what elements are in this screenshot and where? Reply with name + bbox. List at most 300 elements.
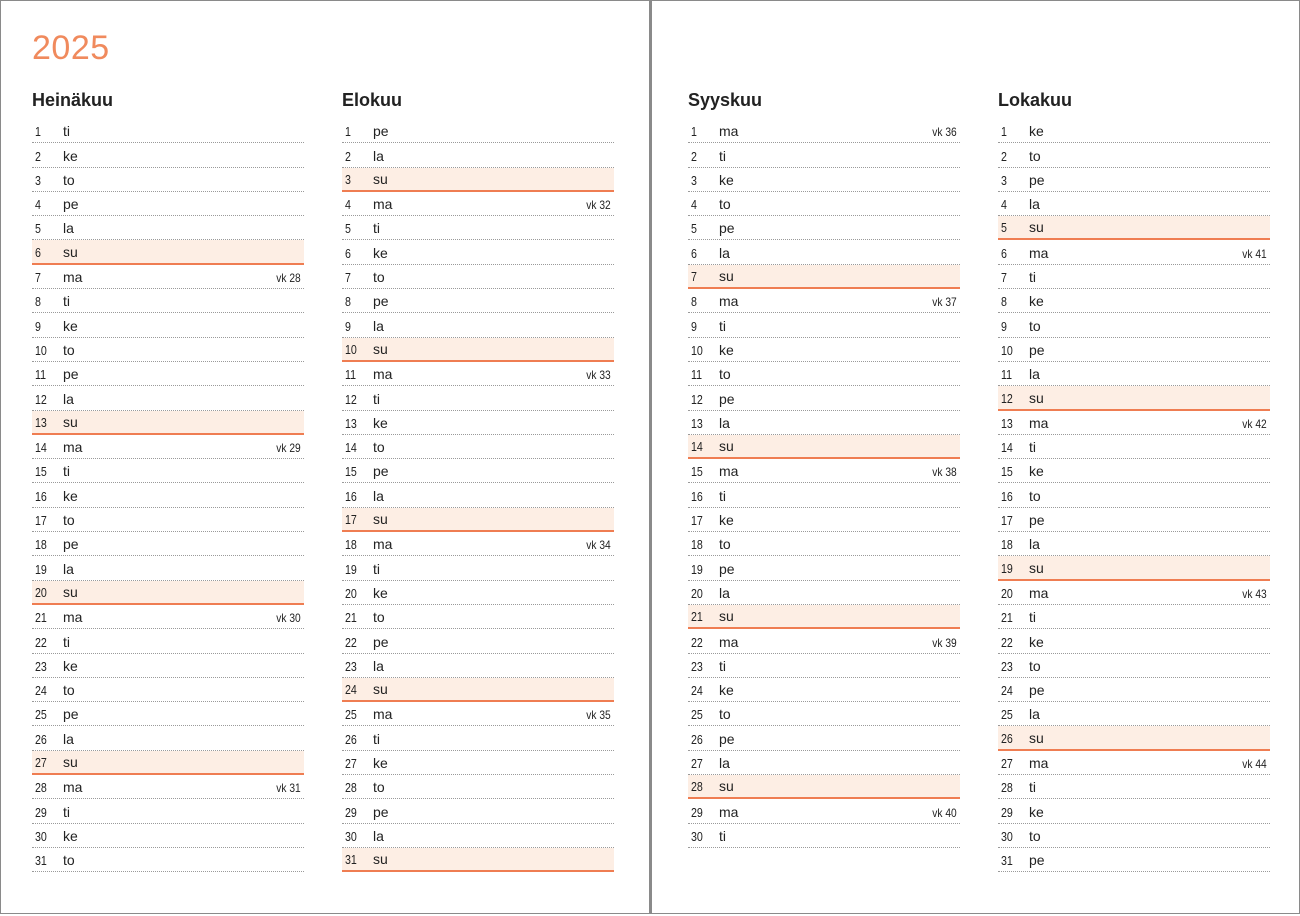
weekday-label: su	[373, 511, 388, 528]
day-row	[32, 240, 304, 264]
weekday-label: to	[373, 439, 385, 456]
day-row	[32, 532, 304, 556]
weekday-label: to	[1029, 657, 1041, 674]
day-row	[32, 265, 304, 289]
weekday-label: to	[373, 779, 385, 796]
weekday-label: ma	[63, 779, 83, 796]
day-row	[342, 216, 614, 240]
day-number: 1	[1001, 124, 1007, 140]
day-row	[998, 289, 1270, 313]
day-row	[342, 556, 614, 580]
day-number: 23	[691, 658, 703, 674]
day-number: 8	[345, 294, 351, 310]
weekday-label: ti	[63, 293, 70, 310]
day-row	[32, 702, 304, 726]
weekday-label: ti	[63, 463, 70, 480]
weekday-label: pe	[63, 706, 79, 723]
day-row	[32, 192, 304, 216]
weekday-label: pe	[1029, 341, 1045, 358]
weekday-label: ti	[719, 827, 726, 844]
day-number: 31	[345, 852, 357, 868]
weekday-label: ke	[63, 147, 78, 164]
month-title: Lokakuu	[998, 90, 1073, 110]
day-row	[342, 386, 614, 410]
weekday-label: ti	[719, 657, 726, 674]
day-row	[342, 508, 614, 532]
day-row	[32, 313, 304, 337]
day-number: 4	[35, 197, 41, 213]
weekday-label: ke	[1029, 293, 1044, 310]
day-row	[688, 338, 960, 362]
day-row	[342, 824, 614, 848]
day-row	[688, 459, 960, 483]
day-number: 25	[345, 707, 357, 723]
weekday-label: to	[63, 682, 75, 699]
weekday-label: la	[373, 657, 384, 674]
weekday-label: pe	[373, 123, 389, 140]
weekday-label: ma	[1029, 244, 1049, 261]
weekday-label: ke	[1029, 463, 1044, 480]
day-row	[342, 654, 614, 678]
day-number: 15	[691, 464, 703, 480]
week-number: vk 44	[1242, 757, 1267, 772]
day-number: 6	[345, 245, 351, 261]
day-number: 9	[691, 318, 697, 334]
day-row	[688, 411, 960, 435]
weekday-label: to	[63, 852, 75, 869]
day-row	[998, 702, 1270, 726]
day-list	[998, 119, 1270, 872]
day-number: 19	[35, 561, 47, 577]
day-number: 28	[345, 780, 357, 796]
weekday-label: ke	[1029, 803, 1044, 820]
day-row	[688, 581, 960, 605]
day-row	[998, 265, 1270, 289]
day-number: 24	[691, 683, 703, 699]
day-row	[32, 678, 304, 702]
day-number: 17	[345, 512, 357, 528]
weekday-label: pe	[1029, 682, 1045, 699]
day-row	[688, 824, 960, 848]
day-number: 8	[1001, 294, 1007, 310]
day-row	[32, 629, 304, 653]
day-number: 31	[35, 853, 47, 869]
day-row	[998, 362, 1270, 386]
day-number: 26	[691, 731, 703, 747]
day-number: 9	[1001, 318, 1007, 334]
day-row	[688, 289, 960, 313]
day-row	[32, 581, 304, 605]
weekday-label: la	[719, 414, 730, 431]
day-number: 24	[35, 683, 47, 699]
day-row	[688, 799, 960, 823]
weekday-label: to	[373, 609, 385, 626]
week-number: vk 28	[276, 271, 301, 286]
weekday-label: pe	[373, 633, 389, 650]
day-row	[998, 678, 1270, 702]
day-row	[688, 629, 960, 653]
day-row	[688, 678, 960, 702]
weekday-label: ke	[719, 682, 734, 699]
day-row	[32, 362, 304, 386]
week-number: vk 35	[586, 708, 611, 723]
day-row	[998, 435, 1270, 459]
week-number: vk 30	[276, 611, 301, 626]
day-row	[342, 435, 614, 459]
day-number: 20	[345, 585, 357, 601]
day-row	[32, 556, 304, 580]
weekday-label: ti	[719, 317, 726, 334]
day-number: 26	[35, 731, 47, 747]
day-number: 7	[35, 270, 41, 286]
week-number: vk 33	[586, 368, 611, 383]
day-number: 16	[345, 488, 357, 504]
weekday-label: to	[719, 706, 731, 723]
day-number: 13	[691, 415, 703, 431]
day-row	[32, 459, 304, 483]
day-number: 14	[1001, 440, 1013, 456]
weekday-label: to	[1029, 487, 1041, 504]
weekday-label: to	[373, 269, 385, 286]
weekday-label: ti	[63, 633, 70, 650]
day-row	[998, 483, 1270, 507]
weekday-label: ke	[719, 341, 734, 358]
day-number: 9	[35, 318, 41, 334]
left-page	[0, 0, 650, 914]
weekday-label: to	[63, 341, 75, 358]
week-number: vk 32	[586, 198, 611, 213]
day-number: 23	[35, 658, 47, 674]
weekday-label: ma	[63, 609, 83, 626]
weekday-label: la	[719, 755, 730, 772]
week-number: vk 31	[276, 781, 301, 796]
day-number: 18	[1001, 537, 1013, 553]
weekday-label: to	[1029, 147, 1041, 164]
day-number: 5	[35, 221, 41, 237]
day-row	[998, 119, 1270, 143]
day-row	[342, 240, 614, 264]
day-row	[32, 508, 304, 532]
day-number: 17	[1001, 513, 1013, 529]
weekday-label: su	[63, 243, 78, 260]
day-row	[998, 143, 1270, 167]
day-row	[688, 386, 960, 410]
weekday-label: pe	[719, 560, 735, 577]
weekday-label: su	[373, 681, 388, 698]
day-number: 13	[35, 414, 47, 430]
day-number: 29	[35, 804, 47, 820]
day-row	[998, 532, 1270, 556]
day-number: 15	[1001, 464, 1013, 480]
day-number: 24	[345, 682, 357, 698]
day-row	[688, 362, 960, 386]
weekday-label: pe	[373, 463, 389, 480]
day-number: 30	[345, 828, 357, 844]
week-number: vk 39	[932, 635, 957, 650]
weekday-label: ma	[1029, 755, 1049, 772]
weekday-label: ma	[719, 293, 739, 310]
month-title: Syyskuu	[688, 90, 763, 110]
day-row	[32, 435, 304, 459]
weekday-label: la	[1029, 366, 1040, 383]
day-number: 17	[691, 513, 703, 529]
day-list	[688, 119, 960, 848]
day-number: 30	[691, 828, 703, 844]
weekday-label: to	[1029, 317, 1041, 334]
day-row	[998, 411, 1270, 435]
weekday-label: la	[719, 244, 730, 261]
day-number: 7	[691, 269, 697, 285]
day-number: 3	[691, 172, 697, 188]
day-number: 5	[345, 221, 351, 237]
weekday-label: su	[373, 340, 388, 357]
day-number: 27	[35, 755, 47, 771]
day-number: 9	[345, 318, 351, 334]
day-row	[688, 168, 960, 192]
day-list	[32, 119, 304, 872]
day-row	[342, 313, 614, 337]
week-number: vk 43	[1242, 586, 1267, 601]
day-row	[998, 824, 1270, 848]
weekday-label: ti	[63, 803, 70, 820]
day-row	[998, 848, 1270, 872]
day-row	[688, 751, 960, 775]
day-number: 6	[1001, 245, 1007, 261]
day-row	[32, 338, 304, 362]
day-row	[998, 192, 1270, 216]
weekday-label: la	[63, 220, 74, 237]
week-number: vk 37	[932, 295, 957, 310]
weekday-label: la	[1029, 196, 1040, 213]
weekday-label: to	[63, 171, 75, 188]
weekday-label: pe	[63, 366, 79, 383]
day-number: 12	[35, 391, 47, 407]
day-row	[32, 799, 304, 823]
weekday-label: ti	[63, 123, 70, 140]
day-number: 15	[35, 464, 47, 480]
day-row	[32, 168, 304, 192]
day-number: 13	[1001, 415, 1013, 431]
day-number: 29	[345, 804, 357, 820]
weekday-label: ke	[1029, 123, 1044, 140]
weekday-label: to	[1029, 827, 1041, 844]
day-row	[688, 605, 960, 629]
day-number: 3	[345, 171, 351, 187]
weekday-label: ti	[1029, 779, 1036, 796]
day-row	[32, 726, 304, 750]
weekday-label: su	[1029, 389, 1044, 406]
day-row	[342, 265, 614, 289]
weekday-label: ti	[1029, 609, 1036, 626]
week-number: vk 41	[1242, 246, 1267, 261]
day-number: 2	[1001, 148, 1007, 164]
day-row	[342, 143, 614, 167]
weekday-label: pe	[1029, 852, 1045, 869]
weekday-label: ma	[719, 633, 739, 650]
day-number: 28	[1001, 780, 1013, 796]
day-number: 11	[345, 367, 357, 383]
day-number: 20	[691, 585, 703, 601]
day-number: 13	[345, 415, 357, 431]
weekday-label: la	[1029, 706, 1040, 723]
day-number: 12	[345, 391, 357, 407]
day-number: 6	[691, 245, 697, 261]
weekday-label: pe	[719, 730, 735, 747]
day-number: 11	[35, 367, 47, 383]
month-column-1	[342, 89, 614, 872]
month-column-2	[688, 89, 960, 848]
weekday-label: su	[1029, 559, 1044, 576]
day-number: 4	[691, 197, 697, 213]
weekday-label: ke	[719, 512, 734, 529]
day-row	[342, 702, 614, 726]
day-row	[342, 751, 614, 775]
day-row	[342, 411, 614, 435]
day-row	[32, 775, 304, 799]
day-row	[998, 556, 1270, 580]
day-number: 2	[35, 148, 41, 164]
day-row	[998, 629, 1270, 653]
day-number: 19	[1001, 560, 1013, 576]
day-number: 18	[35, 537, 47, 553]
weekday-label: pe	[63, 536, 79, 553]
day-row	[342, 338, 614, 362]
weekday-label: ma	[719, 123, 739, 140]
day-number: 29	[1001, 804, 1013, 820]
day-row	[342, 581, 614, 605]
day-row	[688, 483, 960, 507]
day-number: 3	[35, 172, 41, 188]
weekday-label: ke	[1029, 633, 1044, 650]
day-row	[688, 216, 960, 240]
day-row	[998, 508, 1270, 532]
day-row	[32, 654, 304, 678]
day-number: 31	[1001, 853, 1013, 869]
day-number: 23	[345, 658, 357, 674]
weekday-label: su	[719, 778, 734, 795]
weekday-label: ti	[373, 220, 380, 237]
weekday-label: pe	[63, 196, 79, 213]
day-number: 25	[1001, 707, 1013, 723]
day-number: 21	[345, 610, 357, 626]
day-number: 5	[691, 221, 697, 237]
day-number: 5	[1001, 220, 1007, 236]
day-row	[342, 119, 614, 143]
weekday-label: la	[63, 730, 74, 747]
day-row	[998, 726, 1270, 750]
day-row	[998, 775, 1270, 799]
weekday-label: su	[719, 438, 734, 455]
weekday-label: ti	[1029, 269, 1036, 286]
day-number: 10	[691, 342, 703, 358]
day-number: 23	[1001, 658, 1013, 674]
weekday-label: su	[1029, 219, 1044, 236]
day-row	[342, 459, 614, 483]
weekday-label: la	[719, 584, 730, 601]
day-row	[998, 240, 1270, 264]
week-number: vk 29	[276, 441, 301, 456]
day-number: 11	[691, 367, 703, 383]
day-row	[32, 411, 304, 435]
day-row	[342, 168, 614, 192]
day-row	[342, 605, 614, 629]
day-number: 16	[35, 488, 47, 504]
day-row	[688, 726, 960, 750]
weekday-label: su	[1029, 729, 1044, 746]
day-row	[342, 629, 614, 653]
day-number: 20	[35, 584, 47, 600]
day-number: 4	[1001, 197, 1007, 213]
day-number: 2	[345, 148, 351, 164]
day-number: 25	[35, 707, 47, 723]
day-row	[998, 654, 1270, 678]
weekday-label: su	[373, 170, 388, 187]
weekday-label: to	[719, 536, 731, 553]
day-row	[688, 702, 960, 726]
day-number: 14	[691, 439, 703, 455]
weekday-label: la	[373, 487, 384, 504]
day-row	[342, 775, 614, 799]
day-number: 6	[35, 244, 41, 260]
weekday-label: su	[719, 268, 734, 285]
day-number: 20	[1001, 585, 1013, 601]
weekday-label: ti	[373, 560, 380, 577]
day-number: 17	[35, 513, 47, 529]
weekday-label: ti	[373, 730, 380, 747]
weekday-label: ti	[373, 390, 380, 407]
weekday-label: ke	[373, 414, 388, 431]
day-row	[32, 605, 304, 629]
weekday-label: su	[63, 413, 78, 430]
day-number: 27	[1001, 756, 1013, 772]
week-number: vk 34	[586, 538, 611, 553]
weekday-label: ti	[719, 487, 726, 504]
weekday-label: ti	[1029, 439, 1036, 456]
day-number: 24	[1001, 683, 1013, 699]
day-row	[998, 386, 1270, 410]
day-row	[32, 483, 304, 507]
day-number: 19	[691, 561, 703, 577]
day-number: 15	[345, 464, 357, 480]
day-row	[342, 532, 614, 556]
day-number: 10	[1001, 342, 1013, 358]
day-number: 1	[35, 124, 41, 140]
day-number: 28	[35, 780, 47, 796]
weekday-label: su	[373, 851, 388, 868]
weekday-label: la	[63, 560, 74, 577]
day-row	[32, 751, 304, 775]
week-number: vk 42	[1242, 416, 1267, 431]
day-number: 26	[1001, 730, 1013, 746]
day-row	[688, 143, 960, 167]
weekday-label: ma	[373, 536, 393, 553]
weekday-label: ma	[373, 706, 393, 723]
weekday-label: ma	[719, 803, 739, 820]
day-number: 18	[691, 537, 703, 553]
weekday-label: la	[373, 147, 384, 164]
day-number: 21	[1001, 610, 1013, 626]
day-number: 8	[35, 294, 41, 310]
day-row	[32, 143, 304, 167]
weekday-label: ke	[63, 827, 78, 844]
weekday-label: la	[1029, 536, 1040, 553]
day-row	[688, 119, 960, 143]
day-row	[32, 824, 304, 848]
weekday-label: la	[373, 317, 384, 334]
day-row	[32, 386, 304, 410]
weekday-label: ti	[719, 147, 726, 164]
day-row	[998, 216, 1270, 240]
